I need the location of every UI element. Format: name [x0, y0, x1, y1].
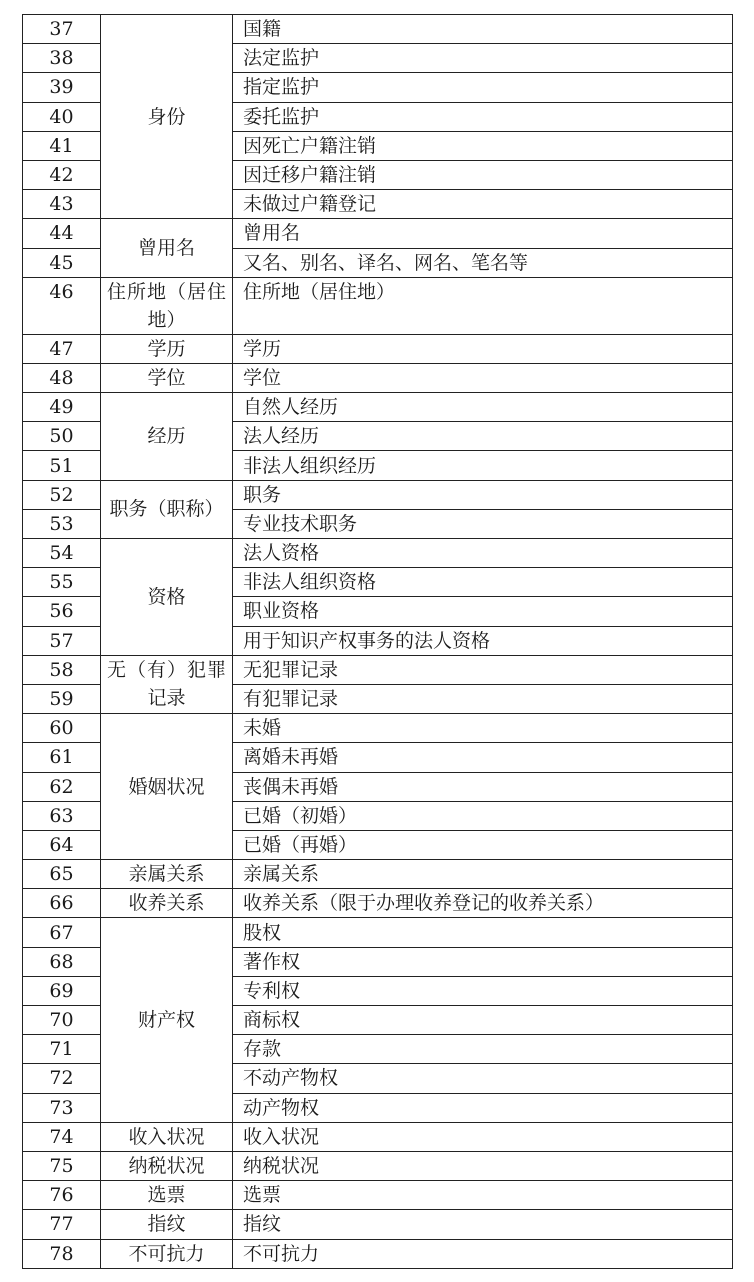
category-cell: 不可抗力: [101, 1239, 233, 1268]
row-number: 46: [23, 277, 101, 334]
row-number: 51: [23, 451, 101, 480]
item-cell: 已婚（初婚）: [233, 801, 733, 830]
item-cell: 指定监护: [233, 73, 733, 102]
row-number: 38: [23, 44, 101, 73]
table-row: [23, 1151, 733, 1180]
item-cell: 法定监护: [233, 44, 733, 73]
category-cell: 婚姻状况: [101, 714, 233, 860]
item-cell: 收养关系（限于办理收养登记的收养关系）: [233, 889, 733, 918]
table-row: [23, 15, 733, 44]
row-number: 45: [23, 248, 101, 277]
row-number: 60: [23, 714, 101, 743]
category-cell: 住所地（居住地）: [101, 277, 233, 334]
category-cell: 无（有）犯罪记录: [101, 655, 233, 713]
item-cell: 职务: [233, 480, 733, 509]
table-row: [23, 393, 733, 422]
item-cell: 动产物权: [233, 1093, 733, 1122]
item-cell: 不动产物权: [233, 1064, 733, 1093]
row-number: 70: [23, 1006, 101, 1035]
row-number: 61: [23, 743, 101, 772]
table-row: [23, 655, 733, 684]
category-cell: 学位: [101, 363, 233, 392]
category-cell: 收养关系: [101, 889, 233, 918]
item-cell: 学位: [233, 363, 733, 392]
row-number: 71: [23, 1035, 101, 1064]
row-number: 73: [23, 1093, 101, 1122]
table-row: [23, 334, 733, 363]
row-number: 74: [23, 1122, 101, 1151]
item-cell: 专业技术职务: [233, 509, 733, 538]
item-cell: 又名、别名、译名、网名、笔名等: [233, 248, 733, 277]
row-number: 72: [23, 1064, 101, 1093]
item-cell: 商标权: [233, 1006, 733, 1035]
row-number: 55: [23, 568, 101, 597]
item-cell: 收入状况: [233, 1122, 733, 1151]
category-cell: 职务（职称）: [101, 480, 233, 538]
category-cell: 资格: [101, 539, 233, 656]
table-row: [23, 860, 733, 889]
table-row: [23, 1181, 733, 1210]
category-cell: 身份: [101, 15, 233, 219]
row-number: 43: [23, 190, 101, 219]
row-number: 64: [23, 830, 101, 859]
row-number: 37: [23, 15, 101, 44]
row-number: 58: [23, 655, 101, 684]
category-cell: 经历: [101, 393, 233, 481]
row-number: 65: [23, 860, 101, 889]
item-cell: 股权: [233, 918, 733, 947]
item-cell: 不可抗力: [233, 1239, 733, 1268]
item-cell: 未婚: [233, 714, 733, 743]
item-cell: 非法人组织资格: [233, 568, 733, 597]
item-cell: 因死亡户籍注销: [233, 131, 733, 160]
item-cell: 学历: [233, 334, 733, 363]
table-row: [23, 480, 733, 509]
category-cell: 财产权: [101, 918, 233, 1122]
item-cell: 未做过户籍登记: [233, 190, 733, 219]
row-number: 57: [23, 626, 101, 655]
category-cell: 指纹: [101, 1210, 233, 1239]
category-cell: 亲属关系: [101, 860, 233, 889]
row-number: 67: [23, 918, 101, 947]
row-number: 40: [23, 102, 101, 131]
table-row: [23, 1122, 733, 1151]
row-number: 49: [23, 393, 101, 422]
table-body: [23, 15, 733, 1269]
table-row: [23, 1210, 733, 1239]
item-cell: 非法人组织经历: [233, 451, 733, 480]
item-cell: 用于知识产权事务的法人资格: [233, 626, 733, 655]
category-cell: 纳税状况: [101, 1151, 233, 1180]
item-cell: 著作权: [233, 947, 733, 976]
table-row: [23, 714, 733, 743]
row-number: 59: [23, 684, 101, 713]
notarization-items-table: [22, 14, 733, 1269]
row-number: 48: [23, 363, 101, 392]
row-number: 66: [23, 889, 101, 918]
item-cell: 无犯罪记录: [233, 655, 733, 684]
category-cell: 曾用名: [101, 219, 233, 277]
row-number: 63: [23, 801, 101, 830]
item-cell: 住所地（居住地）: [233, 277, 733, 334]
row-number: 77: [23, 1210, 101, 1239]
item-cell: 已婚（再婚）: [233, 830, 733, 859]
item-cell: 自然人经历: [233, 393, 733, 422]
row-number: 54: [23, 539, 101, 568]
row-number: 39: [23, 73, 101, 102]
row-number: 44: [23, 219, 101, 248]
row-number: 53: [23, 509, 101, 538]
item-cell: 存款: [233, 1035, 733, 1064]
item-cell: 亲属关系: [233, 860, 733, 889]
row-number: 42: [23, 160, 101, 189]
category-cell: 选票: [101, 1181, 233, 1210]
table-row: [23, 277, 733, 334]
row-number: 68: [23, 947, 101, 976]
table-row: [23, 889, 733, 918]
item-cell: 法人资格: [233, 539, 733, 568]
item-cell: 曾用名: [233, 219, 733, 248]
item-cell: 有犯罪记录: [233, 684, 733, 713]
item-cell: 纳税状况: [233, 1151, 733, 1180]
row-number: 69: [23, 976, 101, 1005]
item-cell: 选票: [233, 1181, 733, 1210]
item-cell: 专利权: [233, 976, 733, 1005]
row-number: 56: [23, 597, 101, 626]
item-cell: 委托监护: [233, 102, 733, 131]
category-cell: 收入状况: [101, 1122, 233, 1151]
table-row: [23, 918, 733, 947]
item-cell: 法人经历: [233, 422, 733, 451]
row-number: 78: [23, 1239, 101, 1268]
row-number: 50: [23, 422, 101, 451]
table-row: [23, 219, 733, 248]
category-cell: 学历: [101, 334, 233, 363]
table-row: [23, 1239, 733, 1268]
row-number: 62: [23, 772, 101, 801]
row-number: 47: [23, 334, 101, 363]
item-cell: 职业资格: [233, 597, 733, 626]
item-cell: 指纹: [233, 1210, 733, 1239]
item-cell: 因迁移户籍注销: [233, 160, 733, 189]
item-cell: 国籍: [233, 15, 733, 44]
row-number: 76: [23, 1181, 101, 1210]
item-cell: 离婚未再婚: [233, 743, 733, 772]
row-number: 75: [23, 1151, 101, 1180]
table-row: [23, 363, 733, 392]
row-number: 52: [23, 480, 101, 509]
item-cell: 丧偶未再婚: [233, 772, 733, 801]
table-row: [23, 539, 733, 568]
row-number: 41: [23, 131, 101, 160]
